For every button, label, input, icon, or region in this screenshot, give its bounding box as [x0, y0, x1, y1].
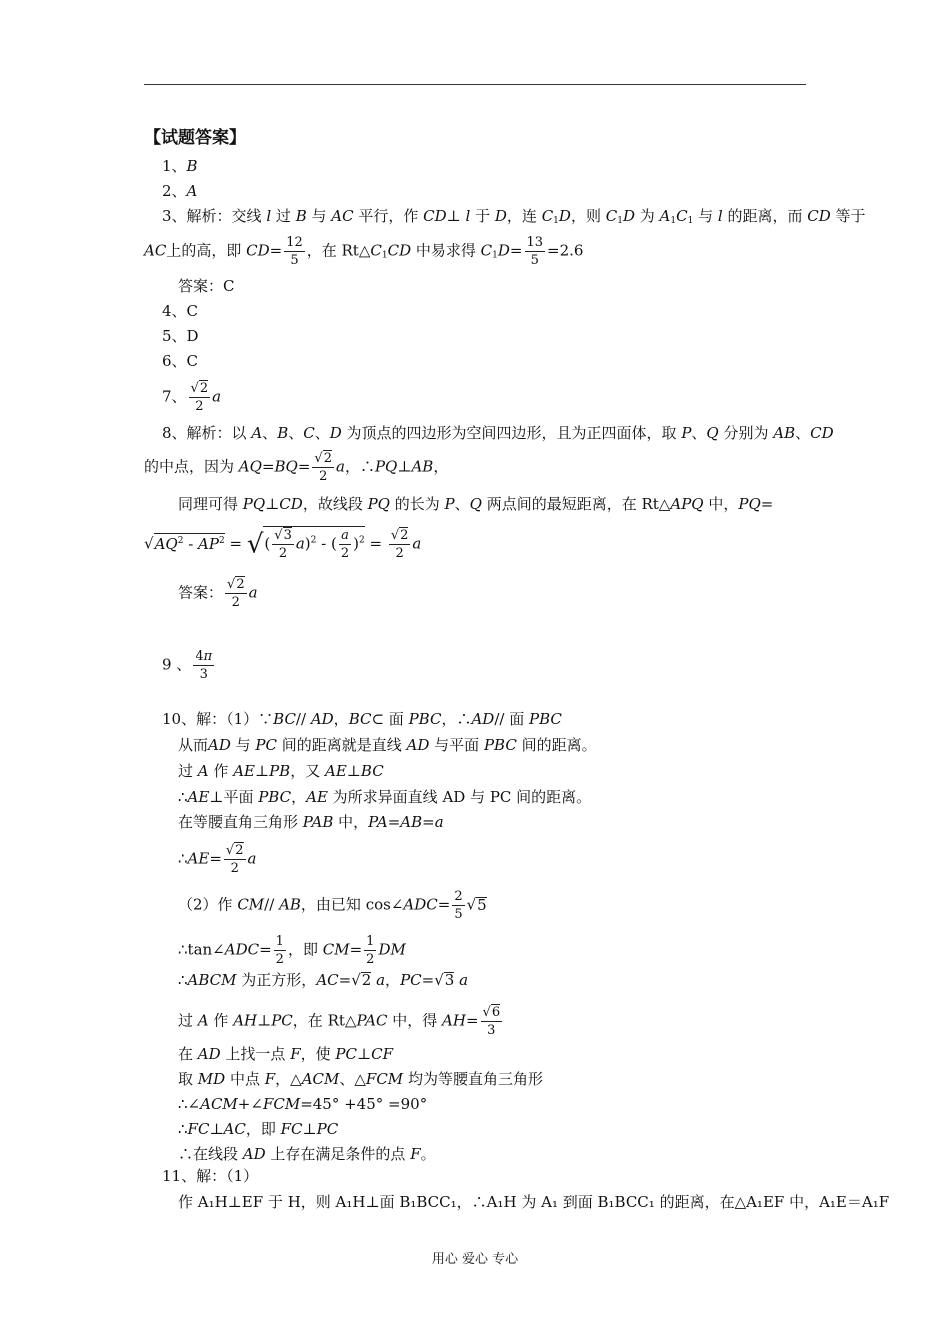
answer-11-line-1: 11、解：（1） — [162, 1167, 259, 1185]
page-footer: 用心 爱心 专心 — [431, 1252, 519, 1267]
answer-10-line-6: ∴AE= $\frac{√2}{2}$ a — [178, 843, 257, 876]
answer-10-line-14: ∴FC⊥AC，即 FC⊥PC — [178, 1120, 339, 1138]
answer-10-line-3: 过 A 作 AE⊥PB，又 AE⊥BC — [178, 762, 384, 780]
answer-3-line-2: AC上的高，即 CD= $\frac{12}{5}$ ，在 $Rt\triangle C_1CD$ 中易求得 $C_1D=$ $\frac{13}{5}$ =2.6 — [144, 235, 584, 268]
answer-10-line-9: ∴ABCM 为正方形，AC=√2 a，PC=√3 a — [178, 971, 469, 989]
answer-10-line-2: 从而AD 与 PC 间的距离就是直线 AD 与平面 PBC 间的距离。 — [178, 736, 597, 754]
answer-10-line-5: 在等腰直角三角形 PAB 中，PA=AB=a — [178, 813, 444, 831]
answer-10-line-12: 取 MD 中点 F，△ACM、△FCM 均为等腰直角三角形 — [178, 1070, 543, 1088]
answer-10-line-7: （2）作 CM// AB，由已知 cos∠ADC= $\frac{2}{5}$ √5 — [178, 889, 487, 922]
answer-10-line-8: ∴tan∠ADC= $\frac{1}{2}$ ，即 CM= $\frac{1}{2}$ DM — [178, 934, 406, 967]
answer-8-line-3: 同理可得 PQ⊥CD，故线段 PQ 的长为 P、Q 两点间的最短距离，在 Rt△APQ 中，PQ= — [178, 495, 774, 513]
answer-2: 2、A — [162, 182, 198, 200]
answer-8-line-1: 8、解析：以 A、B、C、D 为顶点的四边形为空间四边形，且为正四面体，取 P、Q 分别为 AB、CD — [162, 424, 834, 442]
answer-10-line-1: 10、解：（1）∵BC// AD，BC⊂ 面 PBC，∴AD// 面 PBC — [162, 710, 562, 728]
answer-9: 9 、 $\frac{4\pi}{3}$ — [162, 649, 213, 682]
answer-10-line-4: ∴AE⊥平面 PBC，AE 为所求异面直线 AD 与 PC 间的距离。 — [178, 788, 592, 806]
answer-10-line-13: ∴∠ACM+∠FCM=45° +45° =90° — [178, 1095, 428, 1113]
answer-8-line-2: 的中点，因为 AQ=BQ= $\frac{√2}{2}$ a，∴PQ⊥AB， — [144, 451, 449, 484]
answer-10-line-11: 在 AD 上找一点 F，使 PC⊥CF — [178, 1045, 393, 1063]
answer-1: 1、B — [162, 157, 198, 175]
answer-11-line-2: 作 A₁H⊥EF 于 H，则 A₁H⊥面 B₁BCC₁，∴A₁H 为 A₁ 到面 B₁BCC₁ 的距离，在△A₁EF 中，A₁E＝A₁F — [178, 1193, 890, 1211]
answer-5: 5、D — [162, 327, 199, 345]
answer-7: 7、 $\frac{√2}{2}$ a — [162, 381, 222, 414]
answer-3-line-1: 3、解析：交线 l 过 B 与 AC 平行，作 CD⊥ l 于 D，连 $C_1D$，则 $C_1D$ 为 $A_1C_1$ 与 l 的距离，而 CD 等于 — [162, 207, 866, 226]
answer-4: 4、C — [162, 302, 199, 320]
answer-8-formula: $√AQ^2 - AP^2$ = √( $\frac{√3}{2}$ a)$^2$ - ( $\frac{a}{2}$ )$^2$ = $\frac{√2}{2}$ a — [144, 528, 422, 561]
answer-8-result: 答案： $\frac{√2}{2}$ a — [178, 577, 258, 610]
header-rule — [144, 84, 806, 85]
answer-10-line-15: ∴在线段 AD 上存在满足条件的点 F。 — [178, 1145, 436, 1163]
section-title: 【试题答案】 — [144, 128, 246, 148]
answer-6: 6、C — [162, 352, 199, 370]
answer-10-line-10: 过 A 作 AH⊥PC，在 Rt△PAC 中，得 AH= $\frac{√6}{3}$ — [178, 1005, 501, 1038]
answer-3-result: 答案：C — [178, 277, 235, 295]
